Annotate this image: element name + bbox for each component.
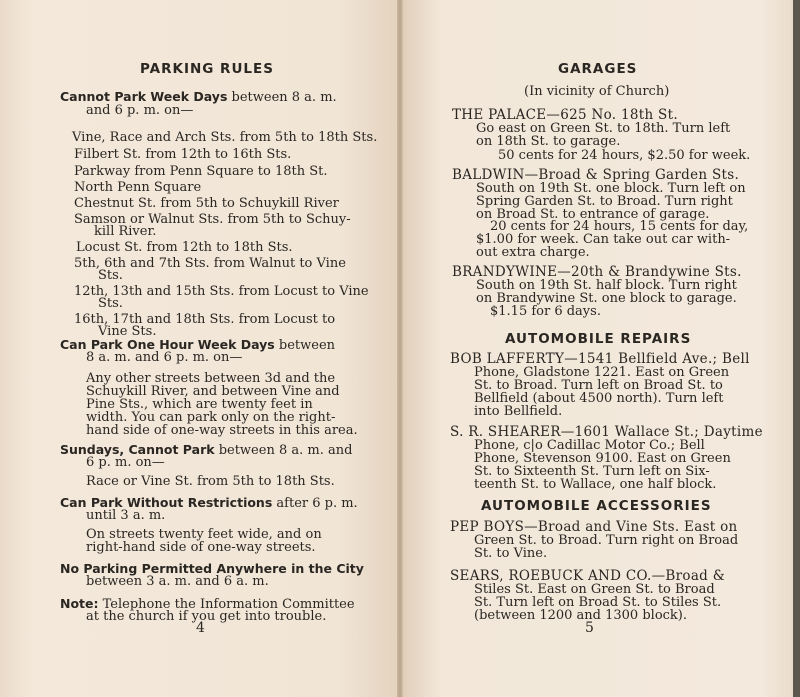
street-item: 16th, 17th and 18th Sts. from Locust to [74,312,336,327]
directions-line: teenth St. to Wallace, one half block. [474,477,717,492]
page-edge-shadow [793,0,800,697]
garage-baldwin: BALDWIN—Broad & Spring Garden Sts. [452,167,740,183]
directions-line: St. to Sixteenth St. Turn left on Six- [474,464,710,479]
street-item: Samson or Walnut Sts. from 5th to Schuy- [74,212,351,227]
directions-line: St. Turn left on Broad St. to Stiles St. [474,595,722,610]
directions-line: Go east on Green St. to 18th. Turn left [476,121,731,136]
street-item: Sts. [98,268,123,283]
rule-line: 6 p. m. on— [86,455,165,470]
rule-body-line: width. You can park only on the right- [86,410,336,425]
directions-line: on Brandywine St. one block to garage. [476,291,737,306]
garage-brandywine: BRANDYWINE—20th & Brandywine Sts. [452,264,742,280]
rule-body-line: right-hand side of one-way streets. [86,540,316,555]
directions-line: Green St. to Broad. Turn right on Broad [474,533,739,548]
rule-can-park-without-restrictions: Can Park Without Restrictions after 6 p. m. [60,495,358,511]
rule-sundays-cannot-park: Sundays, Cannot Park between 8 a. m. and [60,442,353,458]
rule-can-park-one-hour: Can Park One Hour Week Days between [60,337,336,353]
accessory-sears: SEARS, ROEBUCK AND CO.—Broad & [450,568,726,584]
rule-no-parking: No Parking Permitted Anywhere in the City [60,561,364,576]
repair-lafferty: BOB LAFFERTY—1541 Bellfield Ave.; Bell [450,351,750,367]
price-line: $1.15 for 6 days. [490,304,601,319]
garage-palace: THE PALACE—625 No. 18th St. [452,107,678,123]
price-line: $1.00 for week. Can take out car with- [476,232,731,247]
note: Note: Telephone the Information Committee [60,596,355,612]
street-item: North Penn Square [74,180,202,195]
accessory-pep-boys: PEP BOYS—Broad and Vine Sts. East on [450,519,738,535]
directions-line: on Broad St. to entrance of garage. [476,207,710,222]
rule-line: until 3 a. m. [86,508,166,523]
automobile-repairs-title: AUTOMOBILE REPAIRS [505,331,692,347]
rule-line: 8 a. m. and 6 p. m. on— [86,350,243,365]
street-item: 5th, 6th and 7th Sts. from Walnut to Vine [74,256,346,271]
repair-shearer: S. R. SHEARER—1601 Wallace St.; Daytime [450,424,763,440]
parking-rules-title: PARKING RULES [140,61,274,77]
directions-line: St. to Broad. Turn left on Broad St. to [474,378,723,393]
street-item: Vine Sts. [98,324,157,339]
rule-cannot-park-week-days: Cannot Park Week Days between 8 a. m. [60,89,337,105]
rule-body-line: Schuykill River, and between Vine and [86,384,340,399]
directions-line: into Bellfield. [474,404,563,419]
garages-title: GARAGES [558,61,638,77]
price-line: 50 cents for 24 hours, $2.50 for week. [498,148,751,163]
directions-line: Phone, Stevenson 9100. East on Green [474,451,731,466]
directions-line: South on 19th St. one block. Turn left on [476,181,746,196]
street-item: Sts. [98,296,123,311]
directions-line: Spring Garden St. to Broad. Turn right [476,194,733,209]
automobile-accessories-title: AUTOMOBILE ACCESSORIES [481,498,712,514]
directions-line: Bellfield (about 4500 north). Turn left [474,391,724,406]
street-item: 12th, 13th and 15th Sts. from Locust to Vine [74,284,369,299]
book-spine [397,0,403,697]
rule-body-line: Any other streets between 3d and the [86,371,336,386]
rule-body-line: Pine Sts., which are twenty feet in [86,397,313,412]
page-number-right: 5 [585,620,594,636]
rule-body-line: On streets twenty feet wide, and on [86,527,322,542]
price-line: out extra charge. [476,245,590,260]
directions-line: (between 1200 and 1300 block). [474,608,688,623]
price-line: 20 cents for 24 hours, 15 cents for day, [490,219,749,234]
street-item: Vine, Race and Arch Sts. from 5th to 18th Sts. [72,130,378,145]
street-item: kill River. [94,224,157,239]
directions-line: South on 19th St. half block. Turn right [476,278,737,293]
street-item: Locust St. from 12th to 18th Sts. [76,240,293,255]
directions-line: Phone, Gladstone 1221. East on Green [474,365,730,380]
street-item: Race or Vine St. from 5th to 18th Sts. [86,474,335,489]
directions-line: St. to Vine. [474,546,548,561]
page-number-left: 4 [196,620,205,636]
rule-line: and 6 p. m. on— [86,103,194,118]
street-item: Parkway from Penn Square to 18th St. [74,164,328,179]
street-item: Chestnut St. from 5th to Schuykill River [74,196,339,211]
directions-line: on 18th St. to garage. [476,134,621,149]
rule-body-line: hand side of one-way streets in this area. [86,423,358,438]
note-line: at the church if you get into trouble. [86,609,327,624]
street-item: Filbert St. from 12th to 16th Sts. [74,147,292,162]
directions-line: Phone, c|o Cadillac Motor Co.; Bell [474,438,705,453]
rule-line: between 3 a. m. and 6 a. m. [86,574,269,589]
directions-line: Stiles St. East on Green St. to Broad [474,582,715,597]
garages-subtitle: (In vicinity of Church) [524,84,670,99]
